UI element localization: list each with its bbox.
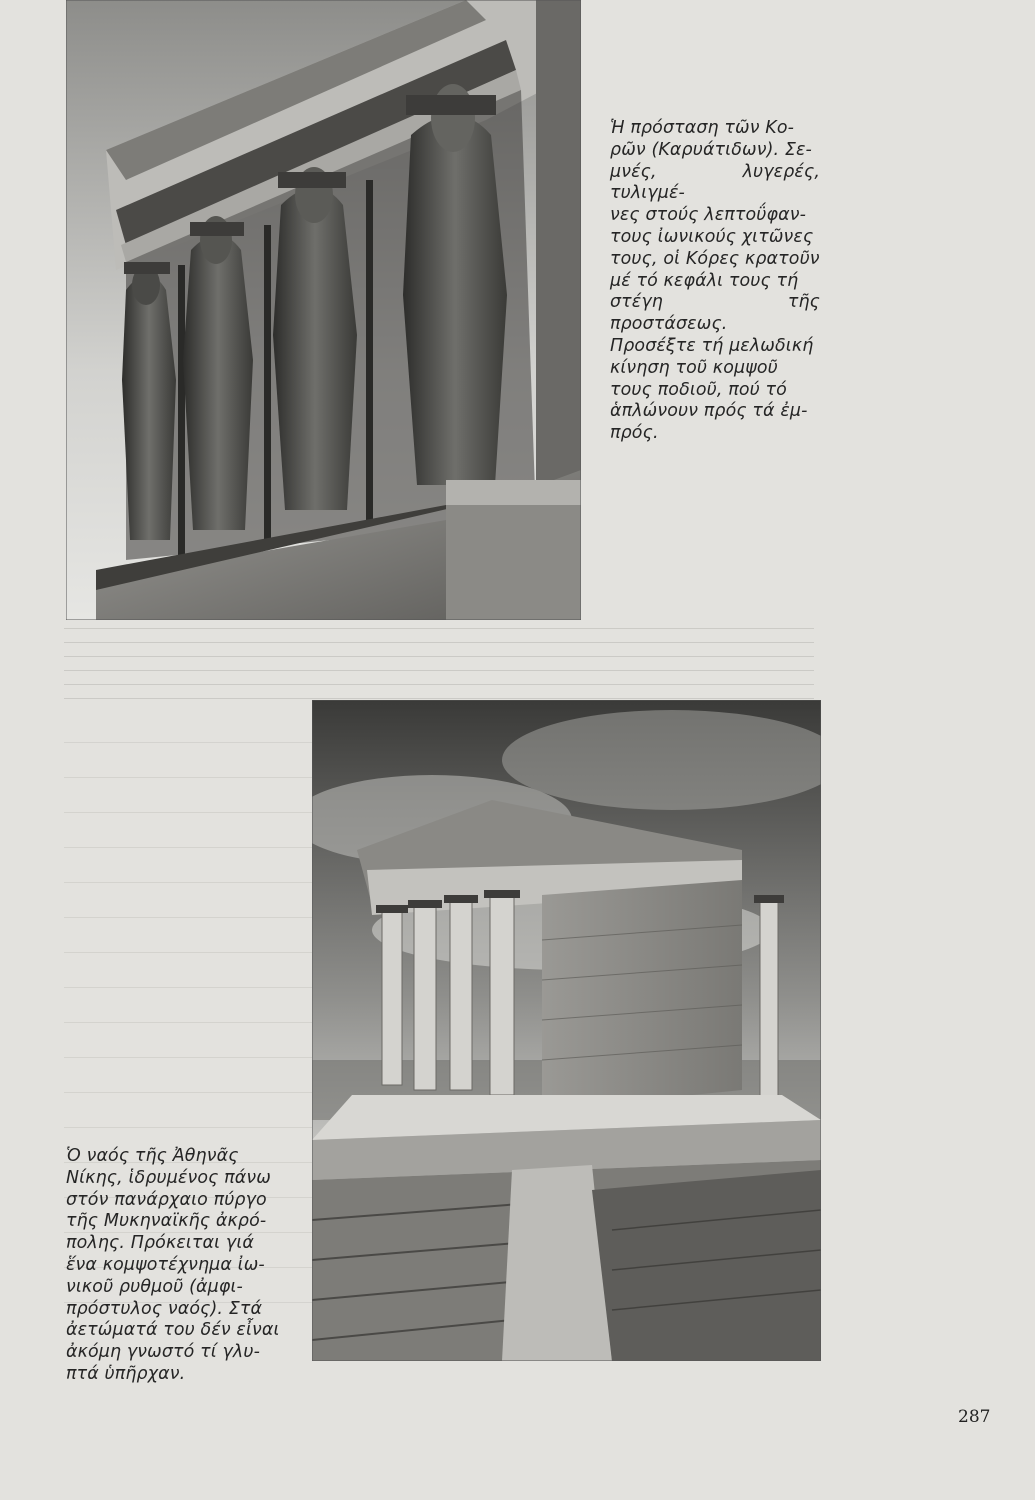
athena-nike-caption: Ὁ ναός τῆς Ἀθηνᾶς Νίκης, ἱδρυμένος πάνω στόν πανάρχαιο πύργο τῆς Μυκηναϊκῆς ἀκρό- πολης. Πρόκειται γιά ἕνα κομψοτέχνημα ἰω- νικοῦ ρυθμοῦ (ἀμφι- πρόστυλος ναός). Στά ἀετώματά του δέν εἶναι ἀκόμη γνωστό τί γλυ- πτά ὑπῆρχαν. [66,1146,280,1384]
caryatids-caption: Ἡ πρόσταση τῶν Κο- ρῶν (Καρυάτιδων). Σε- μνές, λυγερές, τυλιγμέ- νες στούς λεπτοΰφαν- τους ἰωνικούς χιτῶνες τους, οἱ Κόρες κρατοῦν μέ τό κεφάλι τους τή στέγη τῆς προστάσεως. Προσέξτε τή μελωδική κίνηση τοῦ κομψοῦ τους ποδιοῦ, πού τό ἁπλώνουν πρός τά ἐμ- πρός. [610,118,820,444]
caryatids-porch-photo [66,0,581,620]
temple-athena-nike-photo [312,700,821,1361]
page-number: 287 [958,1407,991,1427]
